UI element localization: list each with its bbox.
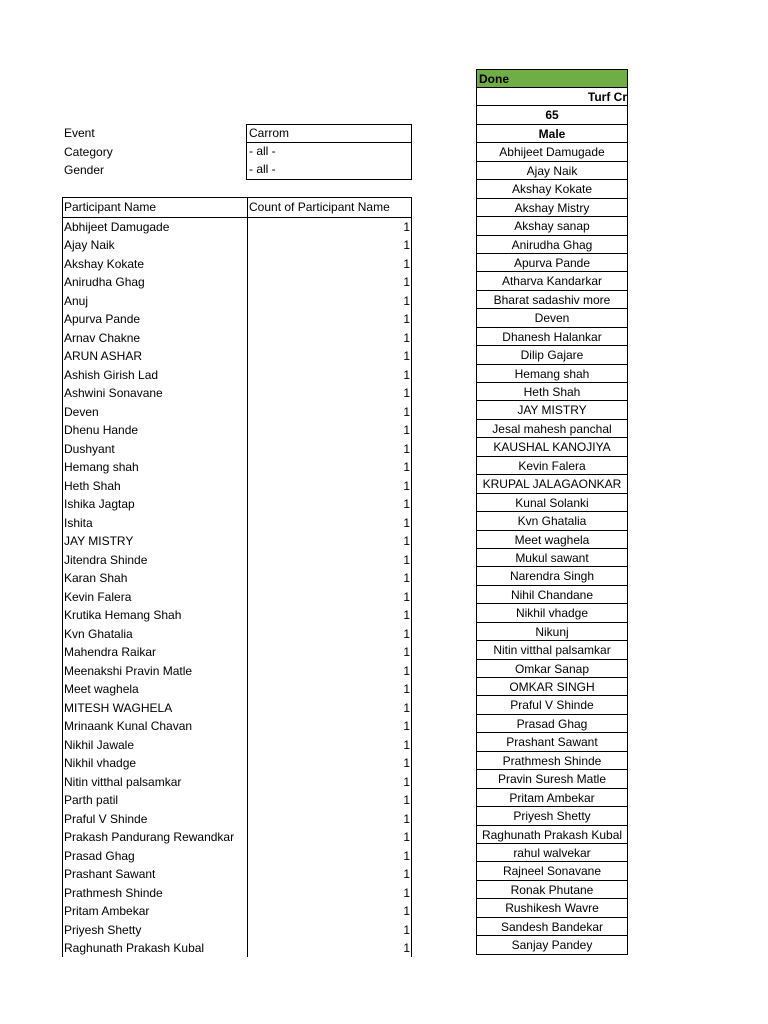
participant-count-cell[interactable]: 1 [247,810,411,829]
table-row [63,736,411,755]
participant-name-cell[interactable]: Nikhil vhadge [64,756,137,770]
participant-name-cell[interactable]: Heth Shah [64,478,121,493]
table-row [63,791,411,810]
filter-label-gender: Gender [64,163,105,177]
participant-count-cell[interactable]: 1 [247,403,411,422]
male-participant-cell[interactable]: Prashant Sawant [476,733,628,751]
table-row [63,384,411,403]
table-row [63,588,411,607]
participant-count-cell[interactable]: 1 [247,865,411,884]
participant-name-cell[interactable]: Meenakshi Pravin Matle [64,663,193,678]
filter-event-dropdown[interactable]: Carrom [246,124,412,143]
participant-count-cell[interactable]: 1 [247,699,411,718]
table-row [63,921,411,940]
pivot-header-count[interactable]: Count of Participant Name [247,198,411,217]
participant-count-cell[interactable]: 1 [247,532,411,551]
participant-name-cell[interactable]: Deven [64,404,99,419]
male-participant-cell[interactable]: Nikunj [476,623,628,641]
participant-count-cell[interactable]: 1 [247,218,411,237]
status-done-cell[interactable]: Done [476,69,628,88]
table-row [63,754,411,773]
participant-count-cell[interactable]: 1 [247,791,411,810]
participant-name-cell[interactable]: Ishita [64,515,93,530]
participant-name-cell[interactable]: Jitendra Shinde [64,552,148,567]
table-row [63,606,411,625]
participant-name-cell[interactable]: Nitin vitthal palsamkar [64,774,182,789]
participant-count-cell[interactable]: 1 [247,828,411,847]
participant-name-cell[interactable]: Dhenu Hande [64,423,139,437]
male-participant-cell[interactable]: Akshay sanap [476,217,628,235]
male-participant-cell[interactable]: OMKAR SINGH [476,678,628,696]
table-row [63,236,411,255]
male-participant-cell[interactable]: Heth Shah [476,383,628,401]
table-row [63,884,411,903]
table-row [63,514,411,533]
male-participant-cell[interactable]: Nihil Chandane [476,586,628,604]
male-participant-cell[interactable]: Kvn Ghatalia [476,512,628,530]
participant-count-cell[interactable]: 1 [247,884,411,903]
participant-count-cell[interactable]: 1 [247,421,411,440]
participant-count-cell[interactable]: 1 [247,273,411,292]
participant-name-cell[interactable]: Kevin Falera [64,589,132,604]
male-participant-cell[interactable]: Rushikesh Wavre [476,899,628,917]
participant-count-cell[interactable]: 1 [247,514,411,533]
participant-name-cell[interactable]: Anirudha Ghag [64,275,145,289]
male-participant-cell[interactable]: Pravin Suresh Matle [476,770,628,788]
male-participant-cell[interactable]: Praful V Shinde [476,696,628,714]
participant-count-cell[interactable]: 1 [247,458,411,477]
pivot-header-row [63,198,411,218]
table-row [63,310,411,329]
participant-name-cell[interactable]: Nikhil Jawale [64,737,135,752]
table-row [63,551,411,570]
participant-count-cell[interactable]: 1 [247,625,411,644]
participant-name-cell[interactable]: Krutika Hemang Shah [64,608,182,622]
participant-count-cell[interactable]: 1 [247,662,411,681]
male-participant-cell[interactable]: Akshay Kokate [476,180,628,198]
table-row [63,902,411,921]
table-row [63,810,411,829]
right-name-list [476,143,628,954]
participant-name-cell[interactable]: Prakash Pandurang Rewandkar [64,830,235,844]
table-row [63,440,411,459]
male-participant-cell[interactable]: KAUSHAL KANOJIYA [476,438,628,456]
participant-name-cell[interactable]: Ishika Jagtap [64,497,135,511]
table-row [63,680,411,699]
participant-name-cell[interactable]: Abhijeet Damugade [64,219,170,234]
participant-count-cell[interactable]: 1 [247,717,411,736]
male-participant-cell[interactable]: Priyesh Shetty [476,807,628,825]
table-row [63,828,411,847]
male-participant-cell[interactable]: Kunal Solanki [476,494,628,512]
male-participant-cell[interactable]: Raghunath Prakash Kubal [476,826,628,844]
male-participant-cell[interactable]: Dilip Gajare [476,346,628,364]
male-participant-cell[interactable]: KRUPAL JALAGAONKAR [476,475,628,493]
filter-label-category: Category [64,144,113,159]
table-row [63,421,411,440]
participant-name-cell[interactable]: Ashish Girish Lad [64,367,159,382]
table-row [63,329,411,348]
participant-name-cell[interactable]: Pritam Ambekar [64,904,150,918]
participant-name-cell[interactable]: Ajay Naik [64,238,115,252]
table-row [63,625,411,644]
table-row [63,569,411,588]
male-participant-cell[interactable]: Akshay Mistry [476,199,628,217]
table-row [63,347,411,366]
turf-title-cell[interactable]: Turf Cr [476,88,628,106]
participant-count-cell[interactable]: 1 [247,939,411,957]
table-row [63,847,411,866]
male-participant-cell[interactable]: rahul walvekar [476,844,628,862]
male-participant-cell[interactable]: Prathmesh Shinde [476,752,628,770]
participant-count-cell[interactable]: 1 [247,384,411,403]
participant-count-cell[interactable]: 1 [247,310,411,329]
participant-name-cell[interactable]: Mrinaank Kunal Chavan [64,719,193,733]
participant-name-cell[interactable]: Priyesh Shetty [64,922,142,937]
participant-name-cell[interactable]: Prashant Sawant [64,867,156,881]
table-row [63,532,411,551]
male-participant-cell[interactable]: Nikhil vhadge [476,604,628,622]
male-participant-cell[interactable]: Omkar Sanap [476,660,628,678]
male-participant-cell[interactable]: Mukul sawant [476,549,628,567]
table-row [63,292,411,311]
participant-count-cell[interactable]: 1 [247,754,411,773]
male-participant-cell[interactable]: Jesal mahesh panchal [476,420,628,438]
participant-count-cell[interactable]: 1 [247,236,411,255]
filter-label-event: Event [64,126,95,140]
table-row [63,218,411,237]
participant-count-cell[interactable]: 1 [247,680,411,699]
male-participant-cell[interactable]: Ajay Naik [476,162,628,180]
participant-name-cell[interactable]: Arnav Chakne [64,330,141,345]
male-participant-cell[interactable]: Abhijeet Damugade [476,143,628,161]
male-participant-cell[interactable]: Hemang shah [476,365,628,383]
male-participant-cell[interactable]: Sanjay Pandey [476,936,628,954]
participant-count-cell[interactable]: 1 [247,255,411,274]
participant-count-cell[interactable]: 1 [247,329,411,348]
male-participant-cell[interactable]: Dhanesh Halankar [476,328,628,346]
male-participant-cell[interactable]: Prasad Ghag [476,715,628,733]
pivot-body [63,218,411,958]
participant-count-cell[interactable]: 1 [247,847,411,866]
participant-count-cell[interactable]: 1 [247,606,411,625]
participant-count-cell[interactable]: 1 [247,366,411,385]
participant-name-cell[interactable]: Prathmesh Shinde [64,885,163,900]
table-row [63,403,411,422]
participant-name-cell[interactable]: Ashwini Sonavane [64,386,163,400]
participant-name-cell[interactable]: Raghunath Prakash Kubal [64,941,205,955]
participant-name-cell[interactable]: Anuj [64,293,89,308]
table-row [63,717,411,736]
male-participant-cell[interactable]: Atharva Kandarkar [476,272,628,290]
pivot-table [62,197,412,957]
participant-name-cell[interactable]: MITESH WAGHELA [64,700,173,715]
participant-name-cell[interactable]: Karan Shah [64,571,128,585]
male-participant-cell[interactable]: Nitin vitthal palsamkar [476,641,628,659]
male-participant-cell[interactable]: Anirudha Ghag [476,236,628,254]
table-row [63,939,411,957]
male-participant-cell[interactable]: Sandesh Bandekar [476,918,628,936]
participant-name-cell[interactable]: ARUN ASHAR [64,349,143,363]
table-row [63,477,411,496]
participant-name-cell[interactable]: Meet waghela [64,682,139,696]
table-row [63,643,411,662]
gender-header-cell[interactable]: Male [476,125,628,143]
table-row [63,773,411,792]
male-participant-cell[interactable]: Bharat sadashiv more [476,291,628,309]
participant-count-cell[interactable]: 1 [247,902,411,921]
pivot-header-participant-name[interactable]: Participant Name [64,200,157,214]
participant-count-cell[interactable]: 1 [247,292,411,311]
participant-name-cell[interactable]: Mahendra Raikar [64,645,157,659]
table-row [63,662,411,681]
participant-count-cell[interactable]: 65 [476,106,628,124]
participant-name-cell[interactable]: Prasad Ghag [64,848,135,863]
male-participant-cell[interactable]: Deven [476,309,628,327]
right-list-column [476,69,628,955]
male-participant-cell[interactable]: Pritam Ambekar [476,789,628,807]
participant-count-cell[interactable]: 1 [247,495,411,514]
participant-count-cell[interactable]: 1 [247,551,411,570]
participant-name-cell[interactable]: Hemang shah [64,460,139,474]
male-participant-cell[interactable]: Rajneel Sonavane [476,862,628,880]
male-participant-cell[interactable]: Ronak Phutane [476,881,628,899]
participant-count-cell[interactable]: 1 [247,643,411,662]
participant-count-cell[interactable]: 1 [247,569,411,588]
participant-count-cell[interactable]: 1 [247,736,411,755]
table-row [63,255,411,274]
participant-name-cell[interactable]: Praful V Shinde [64,811,148,826]
male-participant-cell[interactable]: Apurva Pande [476,254,628,272]
table-row [63,273,411,292]
participant-count-cell[interactable]: 1 [247,588,411,607]
table-row [63,699,411,718]
male-participant-cell[interactable]: Meet waghela [476,531,628,549]
participant-count-cell[interactable]: 1 [247,477,411,496]
table-row [63,458,411,477]
participant-count-cell[interactable]: 1 [247,921,411,940]
table-row [63,366,411,385]
participant-count-cell[interactable]: 1 [247,347,411,366]
filter-gender-dropdown[interactable]: - all - [246,161,412,180]
male-participant-cell[interactable]: JAY MISTRY [476,401,628,419]
male-participant-cell[interactable]: Narendra Singh [476,567,628,585]
table-row [63,865,411,884]
participant-count-cell[interactable]: 1 [247,773,411,792]
participant-name-cell[interactable]: Kvn Ghatalia [64,626,133,641]
participant-name-cell[interactable]: Parth patil [64,793,119,807]
filter-category-dropdown[interactable]: - all - [246,143,412,162]
table-row [63,495,411,514]
participant-name-cell[interactable]: Akshay Kokate [64,256,145,271]
participant-name-cell[interactable]: Dushyant [64,441,115,456]
male-participant-cell[interactable]: Kevin Falera [476,457,628,475]
participant-name-cell[interactable]: JAY MISTRY [64,534,134,548]
participant-count-cell[interactable]: 1 [247,440,411,459]
participant-name-cell[interactable]: Apurva Pande [64,312,141,326]
